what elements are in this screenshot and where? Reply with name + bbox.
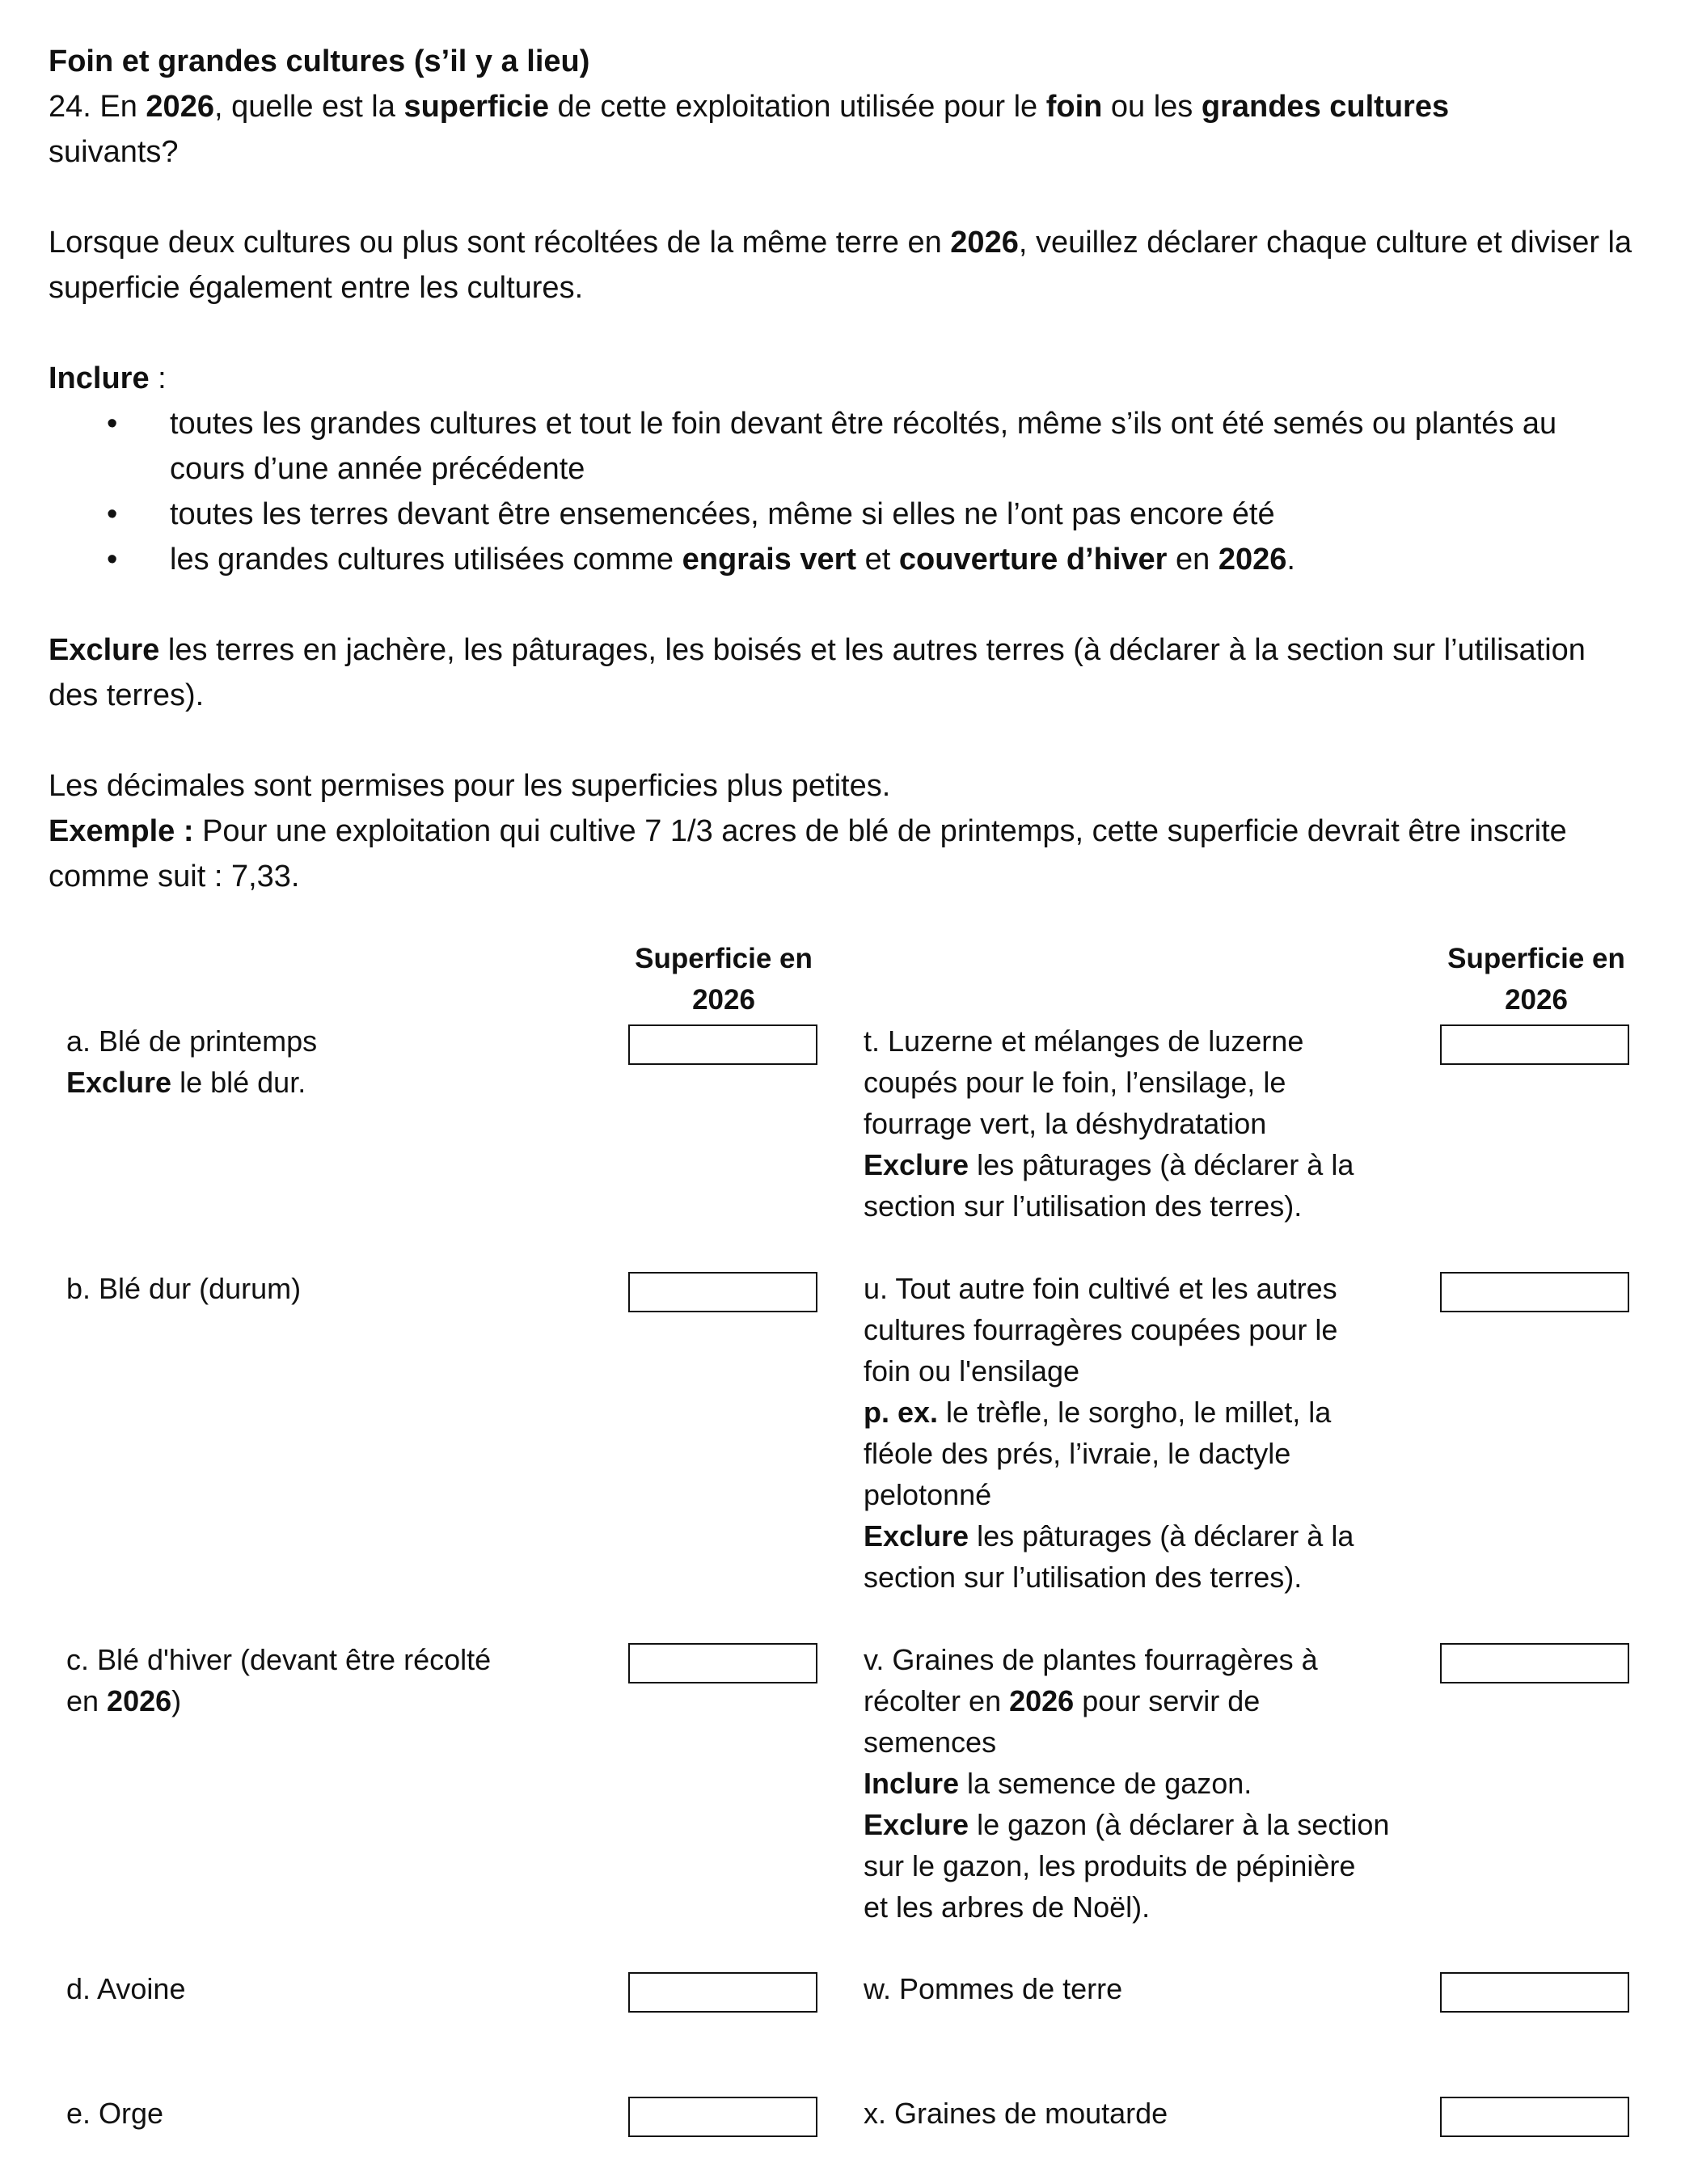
item-v-input[interactable] — [1440, 1643, 1629, 1683]
list-item: • toutes les grandes cultures et tout le foin devant être récoltés, même s’ils ont été semés ou plantés au cours d’une année précédente — [49, 401, 1633, 492]
item-c-label: c. Blé d'hiver (devant être récolté en 2026) — [66, 1643, 492, 1717]
item-t-input[interactable] — [1440, 1024, 1629, 1065]
item-u-input[interactable] — [1440, 1272, 1629, 1312]
item-u-label: u. Tout autre foin cultivé et les autres cultures fourragères coupées pour le foin ou l'ensilage p. ex. le trèfle, le sorgho, le millet, la fléole des prés, l’ivraie, le dactyle pelotonné Exclure les pâturages (à déclarer à la section sur l’utilisation des terres). — [864, 1272, 1354, 1594]
exclude-paragraph: Exclure les terres en jachère, les pâturages, les boisés et les autres terres (à déclarer à la section sur l’utilisation des terres). — [49, 633, 1586, 712]
item-t-label: t. Luzerne et mélanges de luzerne coupés pour le foin, l’ensilage, le fourrage vert, la déshydratation Exclure les pâturages (à déclarer à la section sur l’utilisation des terres). — [864, 1024, 1354, 1223]
section-title: Foin et grandes cultures (s’il y a lieu) — [49, 44, 590, 78]
item-a-input[interactable] — [628, 1024, 817, 1065]
example-note: Exemple : Pour une exploitation qui cultive 7 1/3 acres de blé de printemps, cette superficie devrait être inscrite comme suit : 7,33. — [49, 814, 1567, 893]
item-w-input[interactable] — [1440, 1972, 1629, 2013]
item-d-input[interactable] — [628, 1972, 817, 2013]
item-c-input[interactable] — [628, 1643, 817, 1683]
item-d-label: d. Avoine — [66, 1972, 186, 2005]
column-header-right: Superficie en 2026 — [1447, 943, 1625, 1016]
include-list — [49, 401, 1633, 582]
bullet-icon: • — [107, 497, 118, 531]
bullet-icon: • — [107, 543, 118, 577]
item-x-label: x. Graines de moutarde — [864, 2097, 1168, 2130]
item-b-input[interactable] — [628, 1272, 817, 1312]
item-x-input[interactable] — [1440, 2097, 1629, 2137]
instruction-paragraph: Lorsque deux cultures ou plus sont récoltées de la même terre en 2026, veuillez déclarer chaque culture et diviser la superficie également entre les cultures. — [49, 226, 1632, 305]
item-w-label: w. Pommes de terre — [864, 1972, 1123, 2005]
include-heading: Inclure : — [49, 361, 167, 395]
item-v-label: v. Graines de plantes fourragères à récolter en 2026 pour servir de semences Inclure la semence de gazon. Exclure le gazon (à déclarer à la section sur le gazon, les produits de pépinière et les arbres de Noël). — [864, 1643, 1390, 1924]
item-e-input[interactable] — [628, 2097, 817, 2137]
column-header-left: Superficie en 2026 — [635, 943, 813, 1016]
question-24-text: 24. En 2026, quelle est la superficie de cette exploitation utilisée pour le foin ou les grandes cultures suivants? — [49, 90, 1450, 169]
bullet-icon: • — [107, 407, 118, 441]
list-item: • toutes les terres devant être ensemencées, même si elles ne l’ont pas encore été — [49, 492, 1633, 537]
item-b-label: b. Blé dur (durum) — [66, 1272, 302, 1305]
item-a-label: a. Blé de printemps Exclure le blé dur. — [66, 1024, 318, 1099]
item-e-label: e. Orge — [66, 2097, 164, 2130]
decimals-note: Les décimales sont permises pour les superficies plus petites. — [49, 769, 891, 803]
list-item: • les grandes cultures utilisées comme engrais vert et couverture d’hiver en 2026. — [49, 537, 1633, 582]
